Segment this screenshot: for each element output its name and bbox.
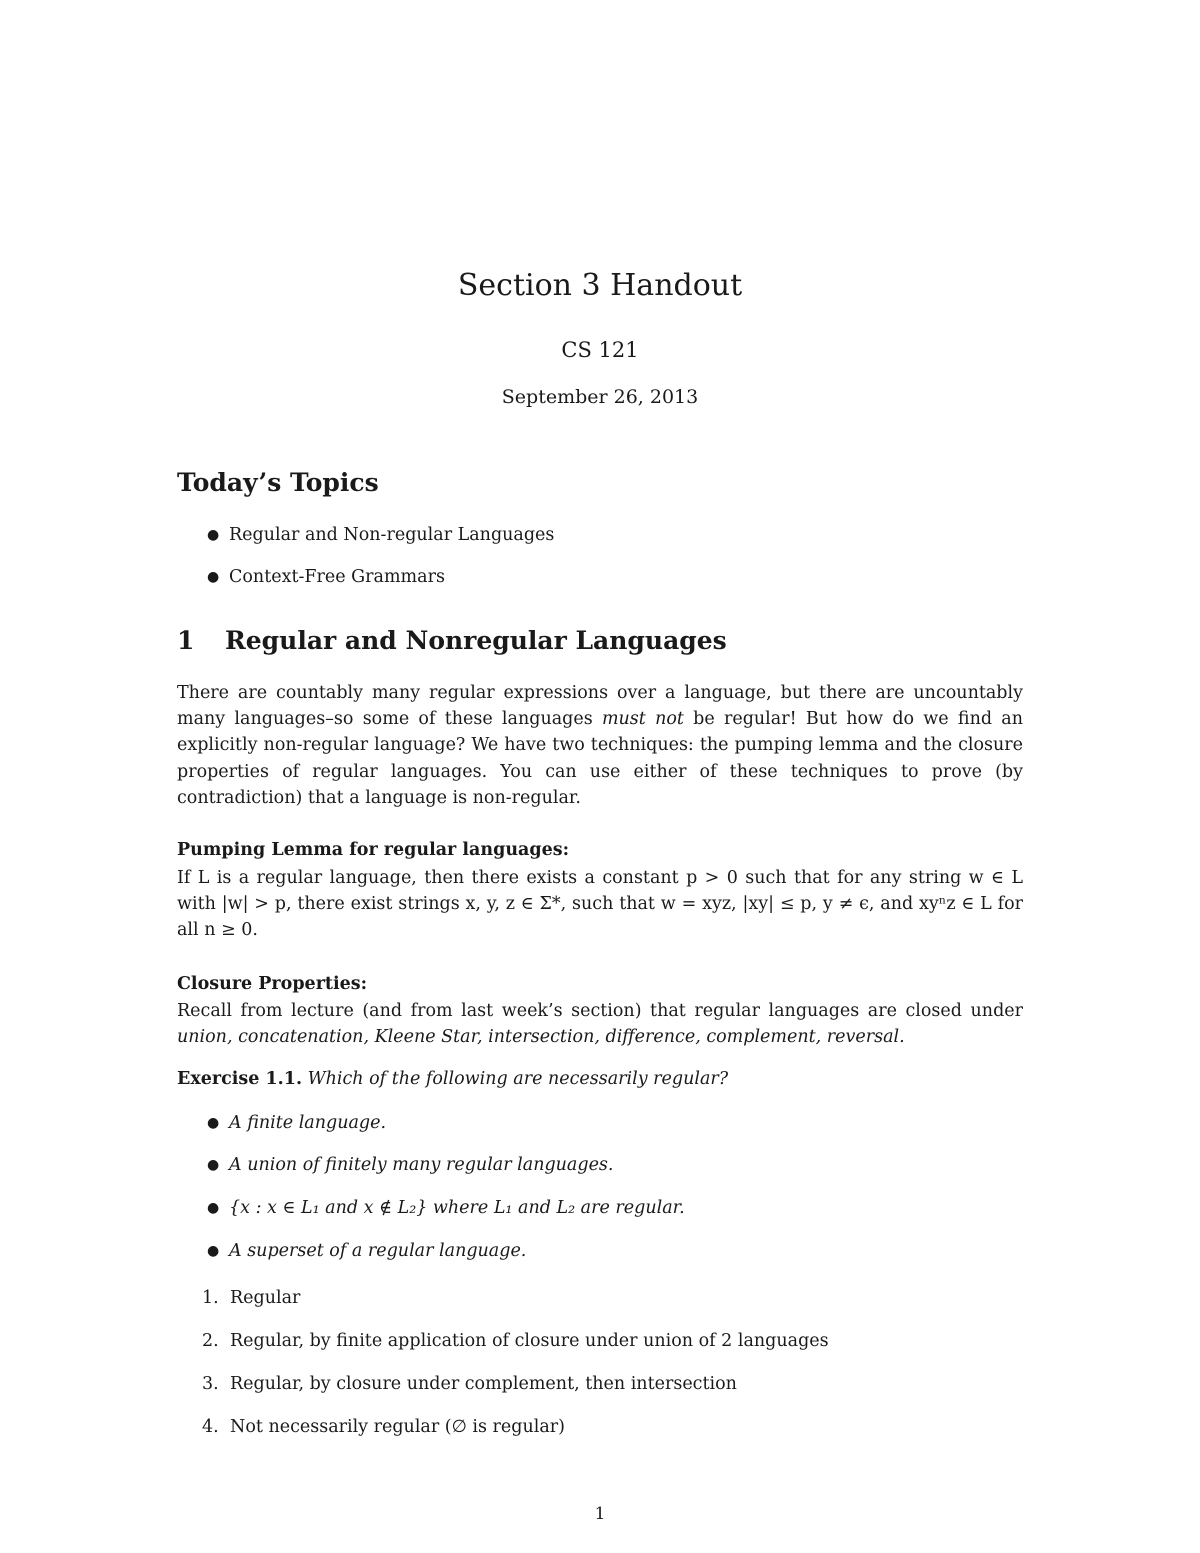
exercise-label: Exercise 1.1. (177, 1069, 303, 1089)
answer-item (202, 1373, 737, 1395)
section-number: 1 (177, 626, 195, 655)
answer-number: 4. (202, 1417, 219, 1437)
bullet-icon: ● (207, 1243, 220, 1259)
intro-text-a: There are countably many regular expressions over a language, but there are uncountably many languages–so some of these languages (177, 683, 1023, 730)
answer-text: Regular (230, 1288, 301, 1308)
answer-text: Not necessarily regular (∅ is regular) (230, 1417, 565, 1437)
bullet-icon: ● (207, 1200, 220, 1216)
answer-text: Regular, by finite application of closure under union of 2 languages (230, 1331, 829, 1351)
exercise-item (207, 1112, 386, 1134)
topic-item (207, 566, 445, 588)
closure-text: Recall from lecture (and from last week’s section) that regular languages are closed under (177, 1001, 1023, 1021)
closure-paragraph (177, 998, 1023, 1050)
answer-item (202, 1287, 300, 1309)
exercise-item-text: A superset of a regular language. (229, 1241, 527, 1261)
exercise-statement (177, 1066, 1023, 1092)
topic-item-label: Regular and Non-regular Languages (229, 525, 555, 545)
closure-heading: Closure Properties: (177, 974, 368, 994)
intro-paragraph (177, 680, 1023, 811)
section-heading (177, 626, 727, 655)
answer-item (202, 1416, 565, 1438)
pumping-lemma-text: If L is a regular language, then there exists a constant p > 0 such that for any string w ∈ L with |w| > p, there exist strings x, y, z ∈ Σ*, such that w = xyz, |xy| ≤ p, y ≠ ϵ, and xyⁿz ∈ L for all n ≥ 0. (177, 868, 1023, 941)
answer-number: 3. (202, 1374, 219, 1394)
bullet-icon: ● (207, 1157, 220, 1173)
bullet-icon: ● (207, 569, 220, 585)
document-title: Section 3 Handout (457, 268, 743, 303)
intro-emphasis: must not (601, 709, 684, 730)
intro-text-b: be regular! But how do we find an explicitly non-regular language? We have two techniques: the pumping lemma and the closure properties of regular languages. You can use either of these techniques to prove (by contradiction) that a language is non-regular. (177, 709, 1023, 808)
bullet-icon: ● (207, 527, 220, 543)
document-date: September 26, 2013 (501, 386, 699, 408)
exercise-question: Which of the following are necessarily regular? (307, 1069, 729, 1089)
exercise-item-text: {x : x ∈ L₁ and x ∉ L₂} where L₁ and L₂ are regular. (229, 1198, 685, 1218)
exercise-item (207, 1197, 685, 1219)
bullet-icon: ● (207, 1115, 220, 1131)
answer-text: Regular, by closure under complement, then intersection (230, 1374, 737, 1394)
topics-heading: Today’s Topics (177, 468, 379, 497)
exercise-item (207, 1154, 613, 1176)
pumping-lemma-heading: Pumping Lemma for regular languages: (177, 840, 570, 860)
section-title: Regular and Nonregular Languages (225, 626, 727, 655)
topic-item-label: Context-Free Grammars (229, 567, 445, 587)
answer-number: 1. (202, 1288, 219, 1308)
course-name: CS 121 (561, 338, 639, 362)
exercise-item (207, 1240, 526, 1262)
answer-number: 2. (202, 1331, 219, 1351)
exercise-item-text: A finite language. (229, 1113, 387, 1133)
topic-item (207, 524, 554, 546)
page-number: 1 (594, 1504, 606, 1524)
answer-item (202, 1330, 829, 1352)
closure-operations: union, concatenation, Kleene Star, intersection, difference, complement, reversal. (177, 1027, 905, 1048)
exercise-item-text: A union of finitely many regular languages. (229, 1155, 614, 1175)
